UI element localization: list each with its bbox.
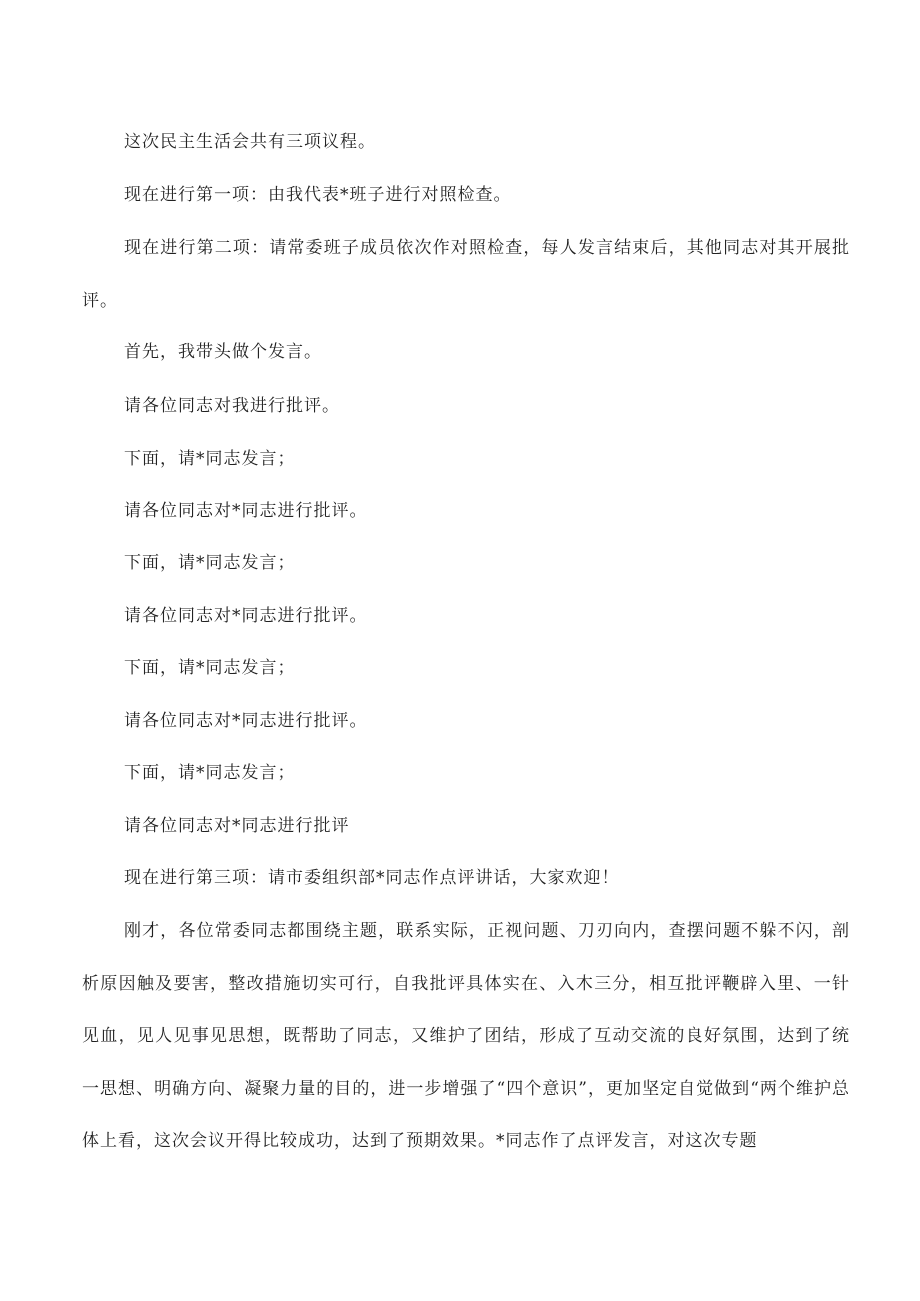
paragraph-criticism-request: 请各位同志对*同志进行批评: [124, 816, 350, 836]
paragraph-criticism-request: 请各位同志对*同志进行批评。: [124, 711, 368, 731]
paragraph-item-three: 现在进行第三项：请市委组织部*同志作点评讲话，大家欢迎！: [124, 868, 620, 888]
paragraph-item-one: 现在进行第一项：由我代表*班子进行对照检查。: [124, 185, 512, 205]
paragraph-criticize-me: 请各位同志对我进行批评。: [124, 396, 340, 416]
paragraph-self-first: 首先，我带头做个发言。: [124, 342, 322, 362]
paragraph-criticism-request: 请各位同志对*同志进行批评。: [124, 501, 368, 521]
paragraph-summary: 刚才，各位常委同志都围绕主题，联系实际，正视问题、刀刃向内，查摆问题不躲不闪，剖析原因触及要害，整改措施切实可行，自我批评具体实在、入木三分，相互批评鞭辟入里、一针见血，见人见事见思想，既帮助了同志，又维护了团结，形成了互动交流的良好氛围，达到了统一思想、明确方向、凝聚力量的目的，进一步增强了“四个意识”，更加坚定自觉做到“两个维护总体上看，这次会议开得比较成功，达到了预期效果。*同志作了点评发言，对这次专题: [82, 921, 850, 1151]
paragraph-next-speaker: 下面，请*同志发言；: [124, 763, 296, 783]
paragraph-item-two: 现在进行第二项：请常委班子成员依次作对照检查，每人发言结束后，其他同志对其开展批评。: [82, 238, 850, 311]
paragraph-agenda-intro: 这次民主生活会共有三项议程。: [124, 132, 376, 152]
paragraph-next-speaker: 下面，请*同志发言；: [124, 553, 296, 573]
paragraph-criticism-request: 请各位同志对*同志进行批评。: [124, 606, 368, 626]
paragraph-next-speaker: 下面，请*同志发言；: [124, 449, 296, 469]
paragraph-next-speaker: 下面，请*同志发言；: [124, 658, 296, 678]
